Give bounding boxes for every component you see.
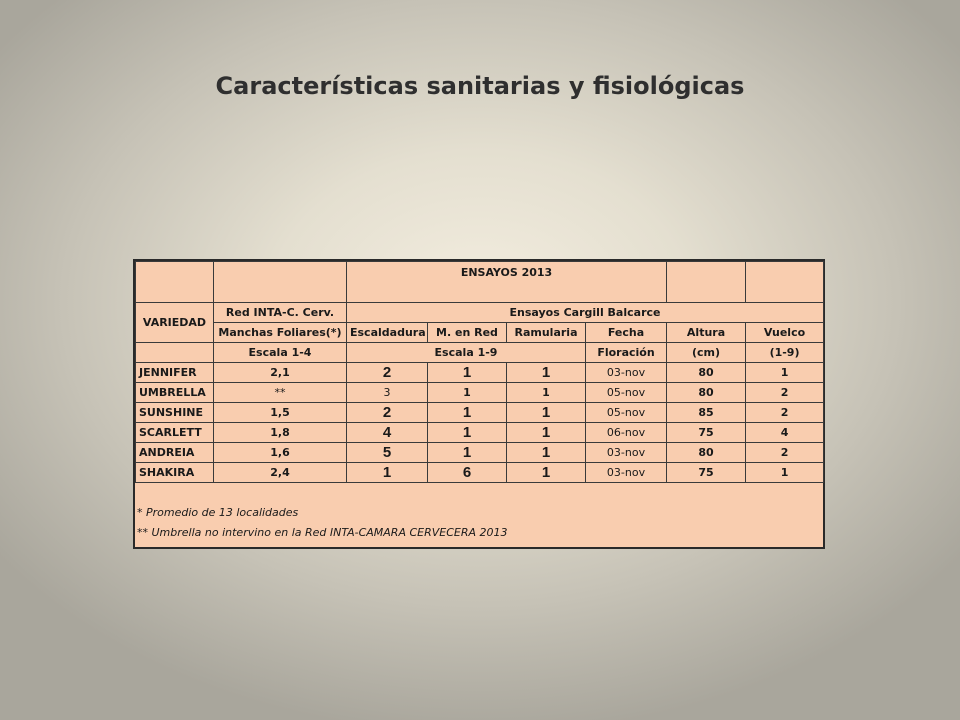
col-fecha: Fecha — [586, 323, 667, 343]
cell-fecha: 06-nov — [586, 423, 667, 443]
cell-variedad: SHAKIRA — [136, 463, 214, 483]
scale-vuelco: (1-9) — [746, 343, 824, 363]
footnote-2: ** Umbrella no intervino en la Red INTA-CAMARA CERVECERA 2013 — [137, 526, 508, 539]
table-row — [136, 363, 824, 383]
table-row — [136, 383, 824, 403]
group-cargill: Ensayos Cargill Balcarce — [347, 303, 824, 323]
footnotes — [137, 503, 508, 543]
cell-fecha: 03-nov — [586, 443, 667, 463]
table-row — [136, 423, 824, 443]
cell-fecha: 03-nov — [586, 463, 667, 483]
cell-variedad: SCARLETT — [136, 423, 214, 443]
cell-escaldadura: 3 — [347, 383, 428, 403]
cell-altura: 80 — [667, 383, 746, 403]
table-row — [136, 463, 824, 483]
header-title-row — [136, 262, 824, 303]
cell-ramularia: 1 — [507, 443, 586, 463]
col-altura: Altura — [667, 323, 746, 343]
cell-ramularia: 1 — [507, 383, 586, 403]
cell-variedad: UMBRELLA — [136, 383, 214, 403]
scale-manchas: Escala 1-4 — [214, 343, 347, 363]
cell-m-en-red: 1 — [428, 423, 507, 443]
cell-fecha: 05-nov — [586, 383, 667, 403]
scale-altura: (cm) — [667, 343, 746, 363]
cell-altura: 80 — [667, 443, 746, 463]
cell-m-en-red: 1 — [428, 363, 507, 383]
cell-manchas: 1,5 — [214, 403, 347, 423]
cell-vuelco: 1 — [746, 463, 824, 483]
cell-manchas: 2,1 — [214, 363, 347, 383]
cell-vuelco: 1 — [746, 363, 824, 383]
cell-escaldadura: 1 — [347, 463, 428, 483]
variety-header: VARIEDAD — [136, 303, 214, 343]
cell-escaldadura: 2 — [347, 403, 428, 423]
cell-vuelco: 4 — [746, 423, 824, 443]
col-ramularia: Ramularia — [507, 323, 586, 343]
cell-variedad: SUNSHINE — [136, 403, 214, 423]
cell-escaldadura: 4 — [347, 423, 428, 443]
cell-m-en-red: 6 — [428, 463, 507, 483]
cell-m-en-red: 1 — [428, 383, 507, 403]
cell-variedad: ANDREIA — [136, 443, 214, 463]
cell-vuelco: 2 — [746, 403, 824, 423]
data-table — [133, 259, 825, 549]
header-scale-row — [136, 343, 824, 363]
cell-altura: 85 — [667, 403, 746, 423]
cell-escaldadura: 5 — [347, 443, 428, 463]
cell-altura: 75 — [667, 423, 746, 443]
col-manchas: Manchas Foliares(*) — [214, 323, 347, 343]
section-title: ENSAYOS 2013 — [347, 262, 667, 303]
col-m-en-red: M. en Red — [428, 323, 507, 343]
cell-vuelco: 2 — [746, 383, 824, 403]
table-row — [136, 443, 824, 463]
col-vuelco: Vuelco — [746, 323, 824, 343]
group-red-inta: Red INTA-C. Cerv. — [214, 303, 347, 323]
scale-cargill: Escala 1-9 — [347, 343, 586, 363]
cell-fecha: 05-nov — [586, 403, 667, 423]
scale-fecha: Floración — [586, 343, 667, 363]
cell-ramularia: 1 — [507, 363, 586, 383]
cell-manchas: ** — [214, 383, 347, 403]
cell-altura: 80 — [667, 363, 746, 383]
cell-escaldadura: 2 — [347, 363, 428, 383]
cell-vuelco: 2 — [746, 443, 824, 463]
cell-ramularia: 1 — [507, 403, 586, 423]
header-group-row — [136, 303, 824, 323]
col-escaldadura: Escaldadura — [347, 323, 428, 343]
slide-title: Características sanitarias y fisiológicas — [215, 72, 745, 100]
cell-ramularia: 1 — [507, 423, 586, 443]
cell-variedad: JENNIFER — [136, 363, 214, 383]
cell-manchas: 1,6 — [214, 443, 347, 463]
cell-ramularia: 1 — [507, 463, 586, 483]
footnote-1: * Promedio de 13 localidades — [137, 506, 299, 519]
header-columns-row — [136, 323, 824, 343]
table-row — [136, 403, 824, 423]
cell-m-en-red: 1 — [428, 403, 507, 423]
cell-manchas: 1,8 — [214, 423, 347, 443]
cell-altura: 75 — [667, 463, 746, 483]
cell-m-en-red: 1 — [428, 443, 507, 463]
cell-fecha: 03-nov — [586, 363, 667, 383]
cell-manchas: 2,4 — [214, 463, 347, 483]
